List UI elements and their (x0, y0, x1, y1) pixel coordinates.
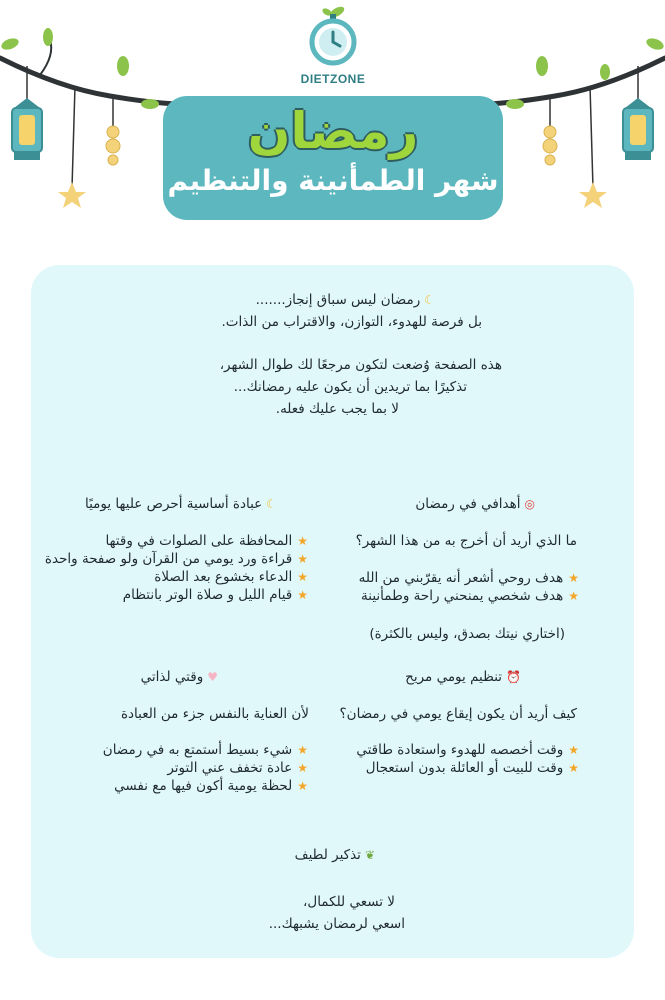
leaf-icon: ❦ (364, 848, 375, 862)
reminder-title: ❦تذكير لطيف (294, 847, 375, 863)
star-icon: ★ (297, 588, 308, 602)
intro-line-3: هذه الصفحة وُضعت لتكون مرجعًا لك طوال الشهر، (219, 357, 502, 373)
banner-subtitle: شهر الطمأنينة والتنظيم (167, 164, 499, 197)
star-icon: ★ (297, 743, 308, 757)
star-icon: ★ (297, 570, 308, 584)
selfcare-title: ♥وقتي لذاتي (140, 669, 218, 685)
worship-title: ☾عبادة أساسية أحرص عليها يوميًا (84, 496, 277, 512)
selfcare-item: ★لحظة يومية أكون فيها مع نفسي (114, 778, 308, 794)
goals-item: ★هدف روحي أشعر أنه يقرّبني من الله (358, 570, 579, 586)
star-icon: ★ (568, 589, 579, 603)
routine-title: ⏰تنظيم يومي مريح (405, 669, 521, 685)
heart-icon: ♥ (207, 670, 218, 684)
star-icon: ★ (568, 761, 579, 775)
goals-item: ★هدف شخصي يمنحني راحة وطمأنينة (361, 588, 579, 604)
worship-item: ★المحافظة على الصلوات في وقتها (105, 533, 308, 549)
star-icon: ★ (297, 779, 308, 793)
star-icon: ★ (297, 552, 308, 566)
alarm-clock-icon: ⏰ (506, 670, 521, 684)
goals-question: ما الذي أريد أن أخرج به من هذا الشهر؟ (355, 533, 577, 549)
worship-item: ★قراءة ورد يومي من القرآن ولو صفحة واحدة (44, 551, 308, 567)
reminder-line-2: اسعي لرمضان يشبهك... (268, 916, 405, 932)
brand-name: DIETZONE (300, 72, 366, 86)
star-icon: ★ (568, 571, 579, 585)
stopwatch-logo-icon (307, 4, 359, 66)
selfcare-item: ★شيء بسيط أستمتع به في رمضان (102, 742, 308, 758)
routine-item: ★وقت للبيت أو العائلة بدون استعجال (365, 760, 579, 776)
routine-question: كيف أريد أن يكون إيقاع يومي في رمضان؟ (339, 706, 577, 722)
star-icon: ★ (297, 761, 308, 775)
banner-title: رمضان (247, 102, 419, 160)
selfcare-subtitle: لأن العناية بالنفس جزء من العبادة (120, 706, 309, 722)
star-icon: ★ (568, 743, 579, 757)
routine-item: ★وقت أخصصه للهدوء واستعادة طاقتي (356, 742, 579, 758)
crescent-moon-icon: ☾ (424, 293, 435, 307)
reminder-line-1: لا تسعي للكمال، (303, 894, 395, 910)
goals-title: ◎أهدافي في رمضان (415, 496, 535, 512)
crescent-moon-icon: ☾ (266, 497, 277, 511)
star-icon: ★ (297, 534, 308, 548)
selfcare-item: ★عادة تخفف عني التوتر (167, 760, 308, 776)
intro-line-5: لا بما يجب عليك فعله. (275, 401, 399, 417)
dietzone-logo (292, 4, 374, 86)
worship-item: ★قيام الليل و صلاة الوتر بانتظام (122, 587, 308, 603)
intro-line-1: ☾رمضان ليس سباق إنجاز....... (255, 292, 435, 308)
intro-line-4: تذكيرًا بما تريدين أن يكون عليه رمضانك... (233, 379, 467, 395)
worship-item: ★الدعاء بخشوع بعد الصلاة (154, 569, 308, 585)
intro-line-2: بل فرصة للهدوء، التوازن، والاقتراب من الذات. (221, 314, 482, 330)
title-banner (163, 96, 503, 220)
target-icon: ◎ (524, 497, 535, 511)
goals-note: (اختاري نيتك بصدق، وليس بالكثرة) (369, 626, 565, 642)
